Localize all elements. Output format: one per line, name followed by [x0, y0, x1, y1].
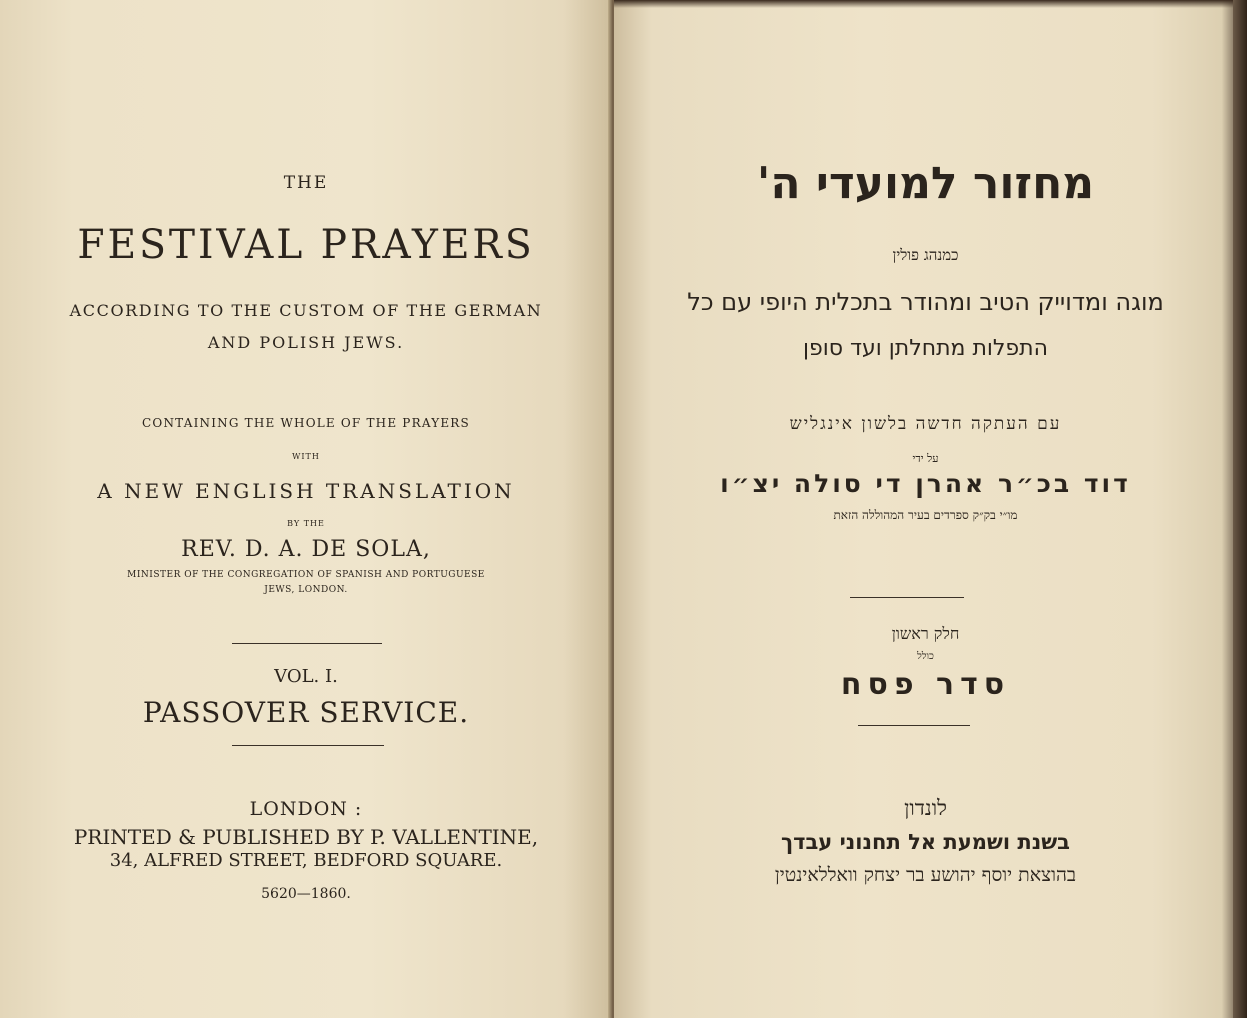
volume-label: VOL. I. [274, 666, 338, 687]
minister-line-1: MINISTER OF THE CONGREGATION OF SPANISH AND PORTUGUESE [127, 570, 485, 580]
hebrew-part-label: חלק ראשון [891, 624, 960, 643]
hebrew-custom-line: כמנהג פולין [892, 246, 959, 264]
with-line: WITH [292, 452, 320, 461]
according-line-1: ACCORDING TO THE CUSTOM OF THE GERMAN [69, 301, 543, 320]
hebrew-desc-line-1: מוגה ומדוייק הטיב ומהודר בתכלית היופי עם כל [687, 288, 1164, 316]
hebrew-by-line: על ידי [912, 452, 939, 465]
hebrew-rule-lower [858, 725, 970, 726]
hebrew-includes-label: כולל [917, 651, 934, 662]
hebrew-seder-title: סדר פסח [840, 667, 1011, 702]
hebrew-place: לונדון [904, 796, 947, 820]
main-title: FESTIVAL PRAYERS [77, 222, 535, 268]
hebrew-translation-line: עם העתקה חדשה בלשון אינגליש [789, 414, 1062, 434]
imprint-address: 34, ALFRED STREET, BEDFORD SQUARE. [109, 850, 503, 871]
service-title: PASSOVER SERVICE. [142, 696, 470, 729]
author-name: REV. D. A. DE SOLA, [181, 537, 431, 562]
hebrew-main-title: מחזור למועדי ה' [756, 158, 1095, 209]
according-line-2: AND POLISH JEWS. [207, 333, 405, 352]
hebrew-rule-upper [850, 597, 964, 598]
book-cover-edge [1233, 0, 1247, 1018]
hebrew-author-name: דוד בכ״ר אהרן די סולה יצ״ו [720, 469, 1131, 498]
english-title-page [0, 0, 612, 1018]
containing-line: CONTAINING THE WHOLE OF THE PRAYERS [142, 416, 470, 430]
hebrew-title-page [614, 0, 1247, 1018]
hebrew-minister-line: מו״י בק״ק ספרדים בעיר המהוללה הזאת [833, 508, 1018, 522]
imprint-date: 5620—1860. [261, 886, 351, 902]
hebrew-desc-line-2: התפלות מתחלתן ועד סופן [802, 336, 1049, 361]
imprint-publisher: PRINTED & PUBLISHED BY P. VALLENTINE, [73, 825, 539, 849]
imprint-place: LONDON : [249, 798, 363, 820]
page-top-shadow [614, 0, 1247, 8]
translation-line: A NEW ENGLISH TRANSLATION [97, 479, 515, 503]
hebrew-publisher-line: בהוצאת יוסף יהושע בר יצחק וואללאינטין [774, 864, 1077, 886]
title-article: THE [283, 173, 329, 193]
hebrew-year-line: בשנת ושמעת אל תחנוני עבדך [781, 830, 1070, 854]
rule-lower [232, 745, 384, 746]
by-the-line: BY THE [287, 519, 325, 528]
rule-upper [232, 643, 382, 644]
minister-line-2: JEWS, LONDON. [264, 585, 348, 595]
